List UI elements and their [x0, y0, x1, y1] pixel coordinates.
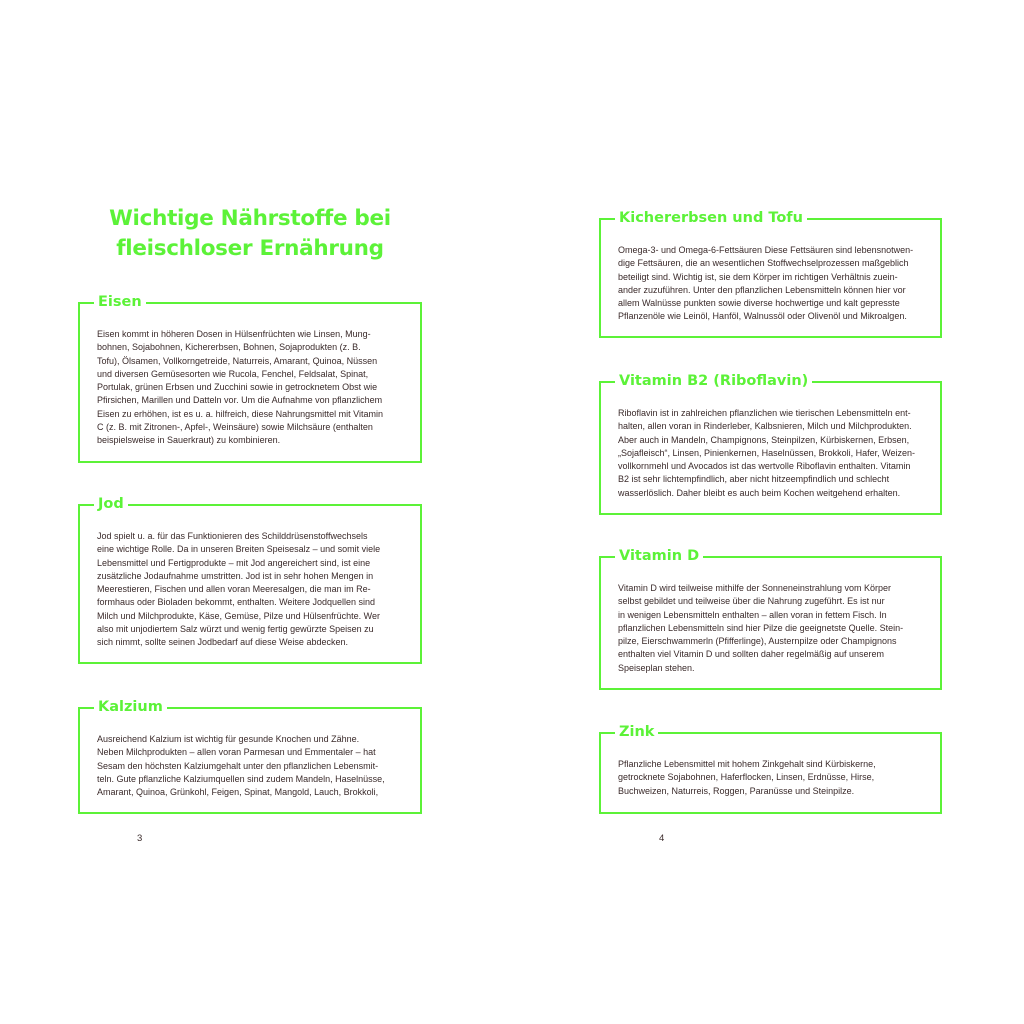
text-line: Neben Milchprodukten – allen voran Parmesan und Emmentaler – hat: [97, 747, 376, 758]
text-line: Vitamin D wird teilweise mithilfe der Sonneneinstrahlung vom Körper: [618, 583, 891, 593]
text-line: Meerestieren, Fischen und allen voran Meeresalgen, die man im Re-: [97, 584, 371, 595]
text-line: halten, allen voran in Rinderleber, Kalbsnieren, Milch und Milchprodukten.: [618, 421, 912, 432]
text-line: beteiligt sind. Wichtig ist, sie dem Körper im richtigen Verhältnis zuein-: [618, 271, 898, 282]
section-body-vitamin-b2: [618, 407, 932, 500]
section-title-kichererbsen-und-tofu: Kichererbsen und Tofu: [615, 209, 807, 228]
text-line: getrocknete Sojabohnen, Haferflocken, Linsen, Erdnüsse, Hirse,: [618, 772, 875, 783]
section-zink: [599, 724, 942, 814]
section-title-jod: Jod: [94, 495, 128, 514]
text-line: Aber auch in Mandeln, Champignons, Steinpilzen, Kürbiskernen, Erbsen,: [618, 434, 910, 445]
text-line: enthalten viel Vitamin D und sollten daher regelmäßig auf unserem: [618, 649, 884, 660]
text-line: formhaus oder Bioladen bekommt, enthalten. Weitere Jodquellen sind: [97, 597, 375, 608]
text-line: pilze, Eierschwammerln (Pfifferlinge), Austernpilze oder Champignons: [618, 636, 897, 647]
text-line: Pflanzliche Lebensmittel mit hohem Zinkgehalt sind Kürbiskerne,: [618, 759, 876, 769]
text-line: Ausreichend Kalzium ist wichtig für gesunde Knochen und Zähne.: [97, 734, 360, 744]
page-title-line-2: fleischloser Ernährung: [116, 236, 384, 261]
section-body-vitamin-d: [618, 582, 932, 675]
text-line: Sesam den höchsten Kalziumgehalt unter den pflanzlichen Lebensmit-: [97, 760, 379, 771]
text-line: also mit unjodiertem Salz würzt und wenig fertig gewürzte Speisen zu: [97, 624, 374, 635]
text-line: Tofu), Ölsamen, Vollkorngetreide, Naturreis, Amarant, Quinoa, Nüssen: [97, 355, 378, 366]
text-line: pflanzlichen Lebensmitteln sind hier Pilze die geeignetste Quelle. Stein-: [618, 622, 904, 633]
text-line: teln. Gute pflanzliche Kalziumquellen sind zudem Mandeln, Haselnüsse,: [97, 773, 385, 784]
section-title-eisen: Eisen: [94, 293, 146, 312]
text-line: sich nimmt, sollte seinen Jodbedarf auf diese Weise abdecken.: [97, 637, 348, 648]
text-line: dige Fettsäuren, die an wesentlichen Stoffwechselprozessen maßgeblich: [618, 258, 909, 269]
text-line: in wenigen Lebensmitteln enthalten – allen voran in fettem Fisch. In: [618, 609, 887, 620]
section-body-jod: [97, 530, 412, 650]
text-line: beispielsweise in Sauerkraut) zu kombinieren.: [97, 435, 281, 446]
section-title-vitamin-d: Vitamin D: [615, 547, 703, 566]
text-line: Eisen zu erhöhen, ist es u. a. hilfreich, diese Nahrungsmittel mit Vitamin: [97, 408, 383, 419]
section-vitamin-d: [599, 548, 942, 690]
text-line: Buchweizen, Naturreis, Roggen, Paranüsse und Steinpilze.: [618, 785, 855, 796]
text-line: „Sojafleisch“, Linsen, Pinienkernen, Haselnüssen, Brokkoli, Hafer, Weizen-: [618, 447, 915, 458]
text-line: bohnen, Sojabohnen, Kichererbsen, Bohnen, Sojaprodukten (z. B.: [97, 342, 361, 353]
section-eisen: [78, 294, 422, 463]
text-line: Pfirsichen, Marillen und Datteln vor. Um die Aufnahme von pflanzlichem: [97, 395, 383, 406]
text-line: wasserlöslich. Daher bleibt es auch beim Kochen weitgehend erhalten.: [618, 487, 901, 498]
text-line: Speiseplan stehen.: [618, 662, 695, 673]
section-jod: [78, 496, 422, 664]
page-title: [78, 204, 422, 264]
section-body-kichererbsen-und-tofu: [618, 244, 932, 324]
text-line: Omega-3- und Omega-6-Fettsäuren Diese Fettsäuren sind lebensnotwen-: [618, 245, 914, 255]
section-title-kalzium: Kalzium: [94, 698, 167, 717]
text-line: allem Walnüsse punkten sowie diverse hochwertige und kalt gepresste: [618, 298, 900, 309]
text-line: Lebensmittel und Fertigprodukte – mit Jod angereichert sind, ist eine: [97, 557, 371, 568]
text-line: Eisen kommt in höheren Dosen in Hülsenfrüchten wie Linsen, Mung-: [97, 329, 371, 339]
section-body-zink: [618, 758, 932, 798]
text-line: Portulak, grünen Erbsen und Zucchini sowie in getrocknetem Obst wie: [97, 382, 378, 393]
text-line: Amarant, Quinoa, Grünkohl, Feigen, Spinat, Mangold, Lauch, Brokkoli,: [97, 787, 379, 798]
text-line: und diversen Gemüsesorten wie Rucola, Fenchel, Feldsalat, Spinat,: [97, 368, 369, 379]
section-title-vitamin-b2: Vitamin B2 (Riboflavin): [615, 372, 812, 391]
text-line: vollkornmehl und Avocados ist das wertvolle Riboflavin enthalten. Vitamin: [618, 461, 911, 472]
text-line: zusätzliche Jodaufnahme umstritten. Jod ist in sehr hohen Mengen in: [97, 570, 374, 581]
section-kichererbsen-und-tofu: [599, 210, 942, 338]
page-title-line-1: Wichtige Nährstoffe bei: [109, 206, 391, 231]
text-line: eine wichtige Rolle. Da in unseren Breiten Speisesalz – und somit viele: [97, 544, 381, 555]
text-line: selbst gebildet und teilweise über die Nahrung zugeführt. Es ist nur: [618, 596, 885, 607]
text-line: C (z. B. mit Zitronen-, Apfel-, Weinsäure) sowie Milchsäure (enthalten: [97, 422, 373, 433]
section-body-kalzium: [97, 733, 412, 799]
text-line: Riboflavin ist in zahlreichen pflanzlichen wie tierischen Lebensmitteln ent-: [618, 408, 911, 418]
text-line: ander zuzuführen. Unter den pflanzlichen Lebensmitteln können hier vor: [618, 284, 906, 295]
text-line: Jod spielt u. a. für das Funktionieren des Schilddrüsenstoffwechsels: [97, 531, 368, 541]
text-line: B2 ist sehr lichtempfindlich, aber nicht hitzeempfindlich und schlecht: [618, 474, 890, 485]
page-number-left: 3: [137, 833, 143, 844]
text-line: Pflanzenöle wie Leinöl, Hanföl, Walnussöl oder Olivenöl und Mikroalgen.: [618, 311, 907, 322]
section-title-zink: Zink: [615, 723, 658, 742]
page-number-right: 4: [659, 833, 665, 844]
text-line: Milch und Milchprodukte, Käse, Gemüse, Pilze und Hülsenfrüchte. Wer: [97, 610, 380, 621]
section-vitamin-b2: [599, 373, 942, 515]
section-kalzium: [78, 699, 422, 814]
section-body-eisen: [97, 328, 412, 448]
